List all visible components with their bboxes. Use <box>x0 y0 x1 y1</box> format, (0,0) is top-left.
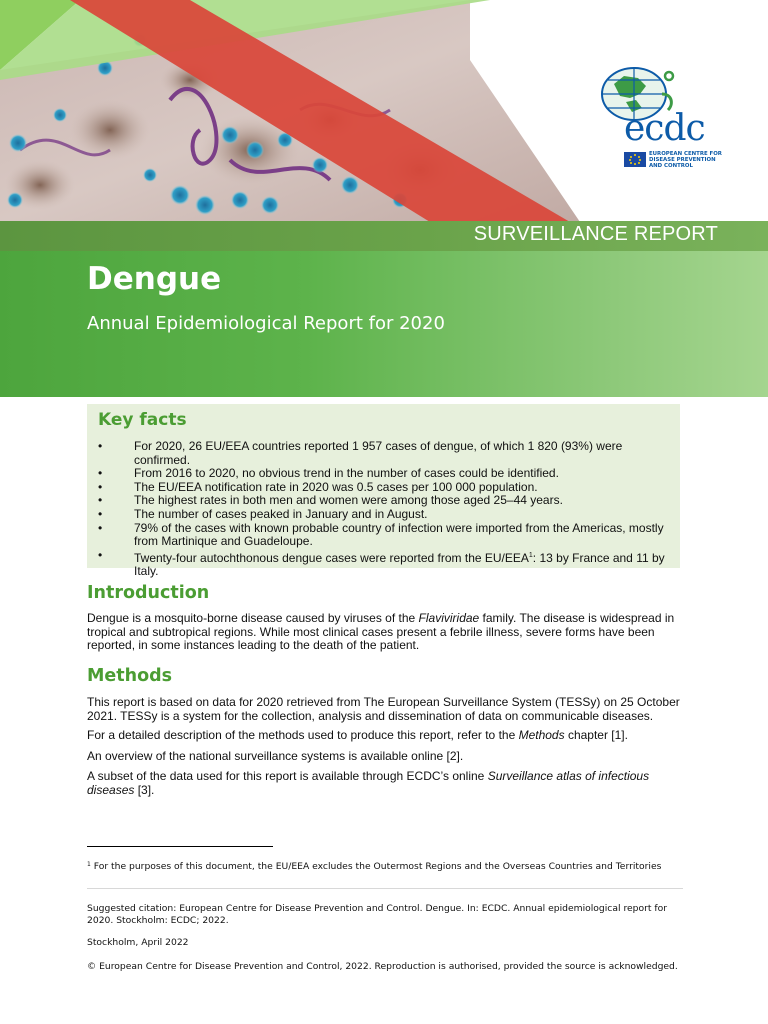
list-item: • The highest rates in both men and women were among those aged 25–44 years. <box>98 493 563 508</box>
header-banner <box>0 0 768 222</box>
methods-paragraph-3: An overview of the national surveillance systems is available online [2]. <box>87 749 464 763</box>
page-title: Dengue <box>87 261 222 297</box>
methods-paragraph-4: A subset of the data used for this report is available through ECDC’s online Surveillance atlas of infectious diseases [3]. <box>87 769 650 797</box>
footnote-divider <box>87 846 273 847</box>
methods-heading: Methods <box>87 666 173 686</box>
place-date: Stockholm, April 2022 <box>87 937 189 948</box>
logo-org-name: EUROPEAN CENTRE FOR DISEASE PREVENTION AND CONTROL <box>649 151 722 169</box>
key-facts-box <box>87 404 680 579</box>
ecdc-logo <box>596 64 726 174</box>
footnote-marker: 1 <box>528 551 533 559</box>
introduction-paragraph: Dengue is a mosquito-borne disease caused by viruses of the Flaviviridae family. The disease is widespread in tropical and subtropical regions. While most clinical cases present a febrile illness, severe forms have been reported, in some instances leading to the death of the patient. <box>87 611 675 653</box>
eu-flag-icon <box>624 152 646 167</box>
title-band <box>0 251 768 397</box>
methods-paragraph-2: For a detailed description of the methods used to produce this report, refer to the Methods chapter [1]. <box>87 728 628 742</box>
list-item: • The EU/EEA notification rate in 2020 was 0.5 cases per 100 000 population. <box>98 479 538 494</box>
suggested-citation: Suggested citation: European Centre for Disease Prevention and Control. Dengue. In: ECDC. Annual epidemiological report for 2020. Stockholm: ECDC; 2022. <box>87 903 668 926</box>
report-type-label: SURVEILLANCE REPORT <box>473 223 718 245</box>
page-subtitle: Annual Epidemiological Report for 2020 <box>87 313 445 334</box>
list-item: • For 2020, 26 EU/EEA countries reported 1 957 cases of dengue, of which 1 820 (93%) were confirmed. <box>98 439 623 467</box>
key-facts-list <box>87 440 680 579</box>
footnote: $^1$ For the purposes of this document, the EU/EEA excludes the Outermost Regions and the Overseas Countries and Territories <box>87 861 662 872</box>
key-facts-heading: Key facts <box>98 410 187 430</box>
list-item: • 79% of the cases with known probable country of infection were imported from the Americas, mostly from Martinique and Guadeloupe. <box>98 520 664 549</box>
copyright-notice: © European Centre for Disease Prevention and Control, 2022. Reproduction is authorised, provided the source is acknowledged. <box>87 961 678 972</box>
introduction-heading: Introduction <box>87 583 210 603</box>
footer-divider <box>87 888 683 889</box>
methods-paragraph-1: This report is based on data for 2020 retrieved from The European Surveillance System (TESSy) on 25 October 2021. TESSy is a system for the collection, analysis and dissemination of data on communicable diseases. <box>87 695 680 723</box>
report-type-bar <box>0 221 768 251</box>
list-item: • From 2016 to 2020, no obvious trend in the number of cases could be identified. <box>98 466 559 481</box>
logo-wordmark: ecdc <box>624 108 705 149</box>
list-item: • Twenty-four autochthonous dengue cases were reported from the EU/EEA$^1$: 13 by France and 11 by Italy. <box>98 547 665 579</box>
list-item: • The number of cases peaked in January and in August. <box>98 506 428 521</box>
